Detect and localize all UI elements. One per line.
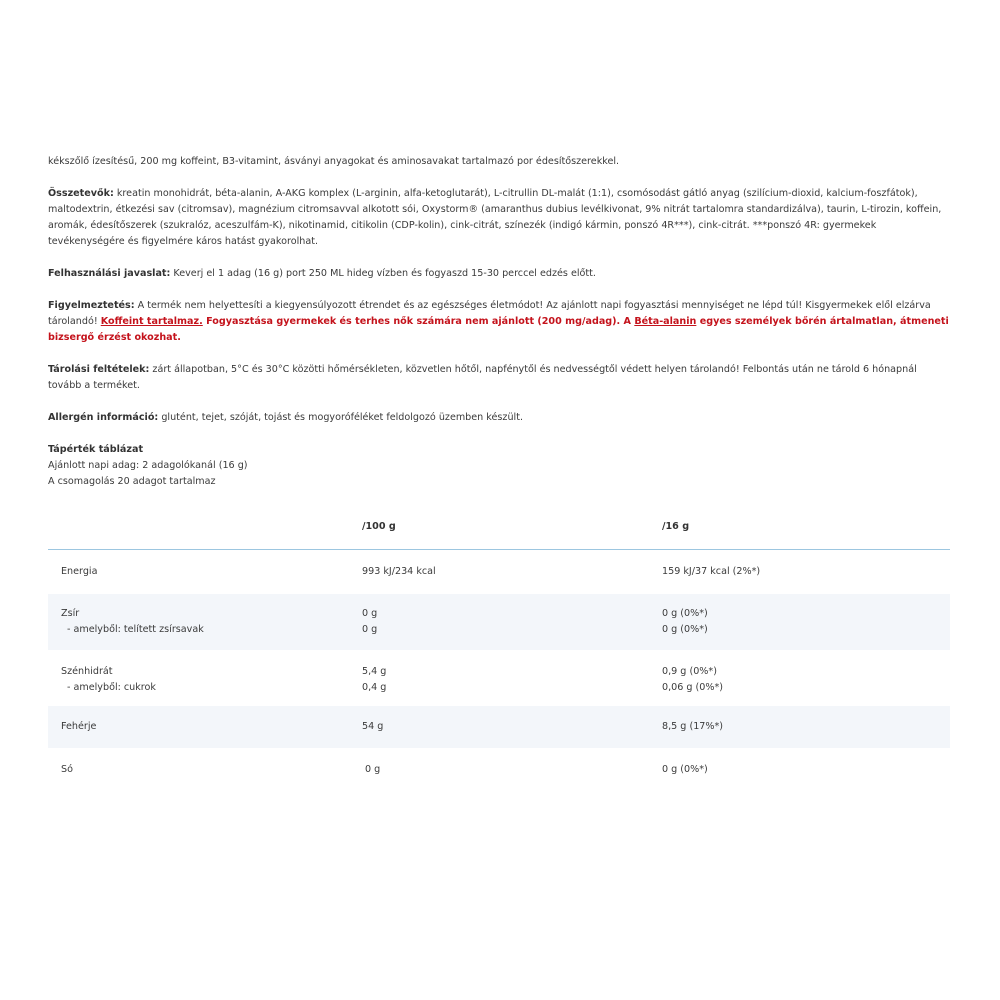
row-name: Szénhidrát (61, 666, 113, 677)
warning-paragraph (48, 298, 952, 346)
ingredients-text: kreatin monohidrát, béta-alanin, A-AKG komplex (L-arginin, alfa-ketoglutarát), L-citrullin DL-malát (1:1), csomósodást gátló anyag (szilícium-dioxid, kalcium-foszfátok), maltodextrin, étkezési sav (citromsav), magnézium citromsavval alkotott sói, Oxystorm® (amaranthus dubius levélkivonat, 9% nitrát tartalomra standardizálva), taurin, L-tirozin, koffein, aromák, édesítőszerek (szukralóz, aceszulfám-K), nikotinamid, citikolin (CDP-kolin), cink-citrát, színezék (indigó kármin, ponszó 4R***), cink-citrát. ***ponszó 4R: gyermekek tevékenységére és figyelmére káros hatást gyakorolhat. (48, 188, 942, 247)
row-per100: 993 kJ/234 kcal (362, 566, 436, 577)
row-sub-name: - amelyből: cukrok (67, 682, 156, 693)
table-row (48, 706, 950, 748)
caffeine-warning-text: Fogyasztása gyermekek és terhes nők számára nem ajánlott (200 mg/adag). A (202, 316, 635, 327)
row-name: Zsír (61, 608, 80, 619)
table-row (48, 594, 950, 650)
beta-alanine-warning-text: egyes személyek bőrén ártalmatlan, átmeneti bizsergő érzést okozhat. (48, 316, 949, 343)
ingredients-paragraph (48, 186, 952, 250)
row-per-serving: 0,9 g (0%*) (662, 666, 717, 677)
row-sub-per100: 0,4 g (362, 682, 387, 693)
row-per-serving: 159 kJ/37 kcal (2%*) (662, 566, 761, 577)
nutrition-title: Tápérték táblázat (48, 444, 144, 455)
row-per-serving: 0 g (0%*) (662, 764, 708, 775)
table-row (48, 550, 950, 594)
allergen-text: glutént, tejet, szóját, tojást és mogyoróféléket feldolgozó üzemben készült. (158, 412, 524, 423)
table-row (48, 748, 950, 792)
nutrition-table (48, 512, 950, 792)
servings-count: A csomagolás 20 adagot tartalmaz (48, 476, 216, 487)
serving-size: Ajánlott napi adag: 2 adagolókanál (16 g) (48, 460, 248, 471)
row-per-serving: 0 g (0%*) (662, 608, 708, 619)
row-name: Fehérje (61, 721, 97, 732)
row-per100: 0 g (362, 608, 378, 619)
table-header (48, 512, 950, 550)
intro-text: kékszőlő ízesítésű, 200 mg koffeint, B3-vitamint, ásványi anyagokat és aminosavakat tartalmazó por édesítőszerekkel. (48, 156, 620, 167)
header-per-100g: /100 g (362, 521, 396, 532)
beta-alanine-link[interactable]: Béta-alanin (634, 316, 697, 327)
usage-paragraph (48, 266, 952, 282)
row-name: Energia (61, 566, 98, 577)
warning-label: Figyelmeztetés: (48, 300, 135, 311)
caffeine-link[interactable]: Koffeint tartalmaz. (100, 316, 203, 327)
allergen-label: Allergén információ: (48, 412, 159, 423)
usage-text: Keverj el 1 adag (16 g) port 250 ML hideg vízben és fogyaszd 15-30 perccel edzés előtt. (170, 268, 596, 279)
table-row (48, 650, 950, 706)
row-per100: 54 g (362, 721, 384, 732)
storage-text: zárt állapotban, 5°C és 30°C közötti hőmérsékleten, közvetlen hőtől, napfénytől és nedvességtől védett helyen tárolandó! Felbontás után ne tárold 6 hónapnál tovább a terméket. (48, 364, 917, 391)
row-per100: 0 g (365, 764, 381, 775)
ingredients-label: Összetevők: (48, 188, 114, 199)
row-sub-per-serving: 0,06 g (0%*) (662, 682, 724, 693)
product-details (48, 154, 952, 490)
row-sub-per-serving: 0 g (0%*) (662, 624, 708, 635)
storage-paragraph (48, 362, 952, 394)
row-name: Só (61, 764, 73, 775)
warning-text: A termék nem helyettesíti a kiegyensúlyozott étrendet és az egészséges életmódot! Az ajánlott napi fogyasztási mennyiséget ne lépd túl! Kisgyermekek elől elzárva tárolandó! (48, 300, 931, 327)
row-per-serving: 8,5 g (17%*) (662, 721, 724, 732)
row-sub-per100: 0 g (362, 624, 378, 635)
header-per-serving: /16 g (662, 521, 690, 532)
row-sub-name: - amelyből: telített zsírsavak (67, 624, 204, 635)
allergen-paragraph (48, 410, 952, 426)
storage-label: Tárolási feltételek: (48, 364, 150, 375)
row-per100: 5,4 g (362, 666, 387, 677)
usage-label: Felhasználási javaslat: (48, 268, 171, 279)
